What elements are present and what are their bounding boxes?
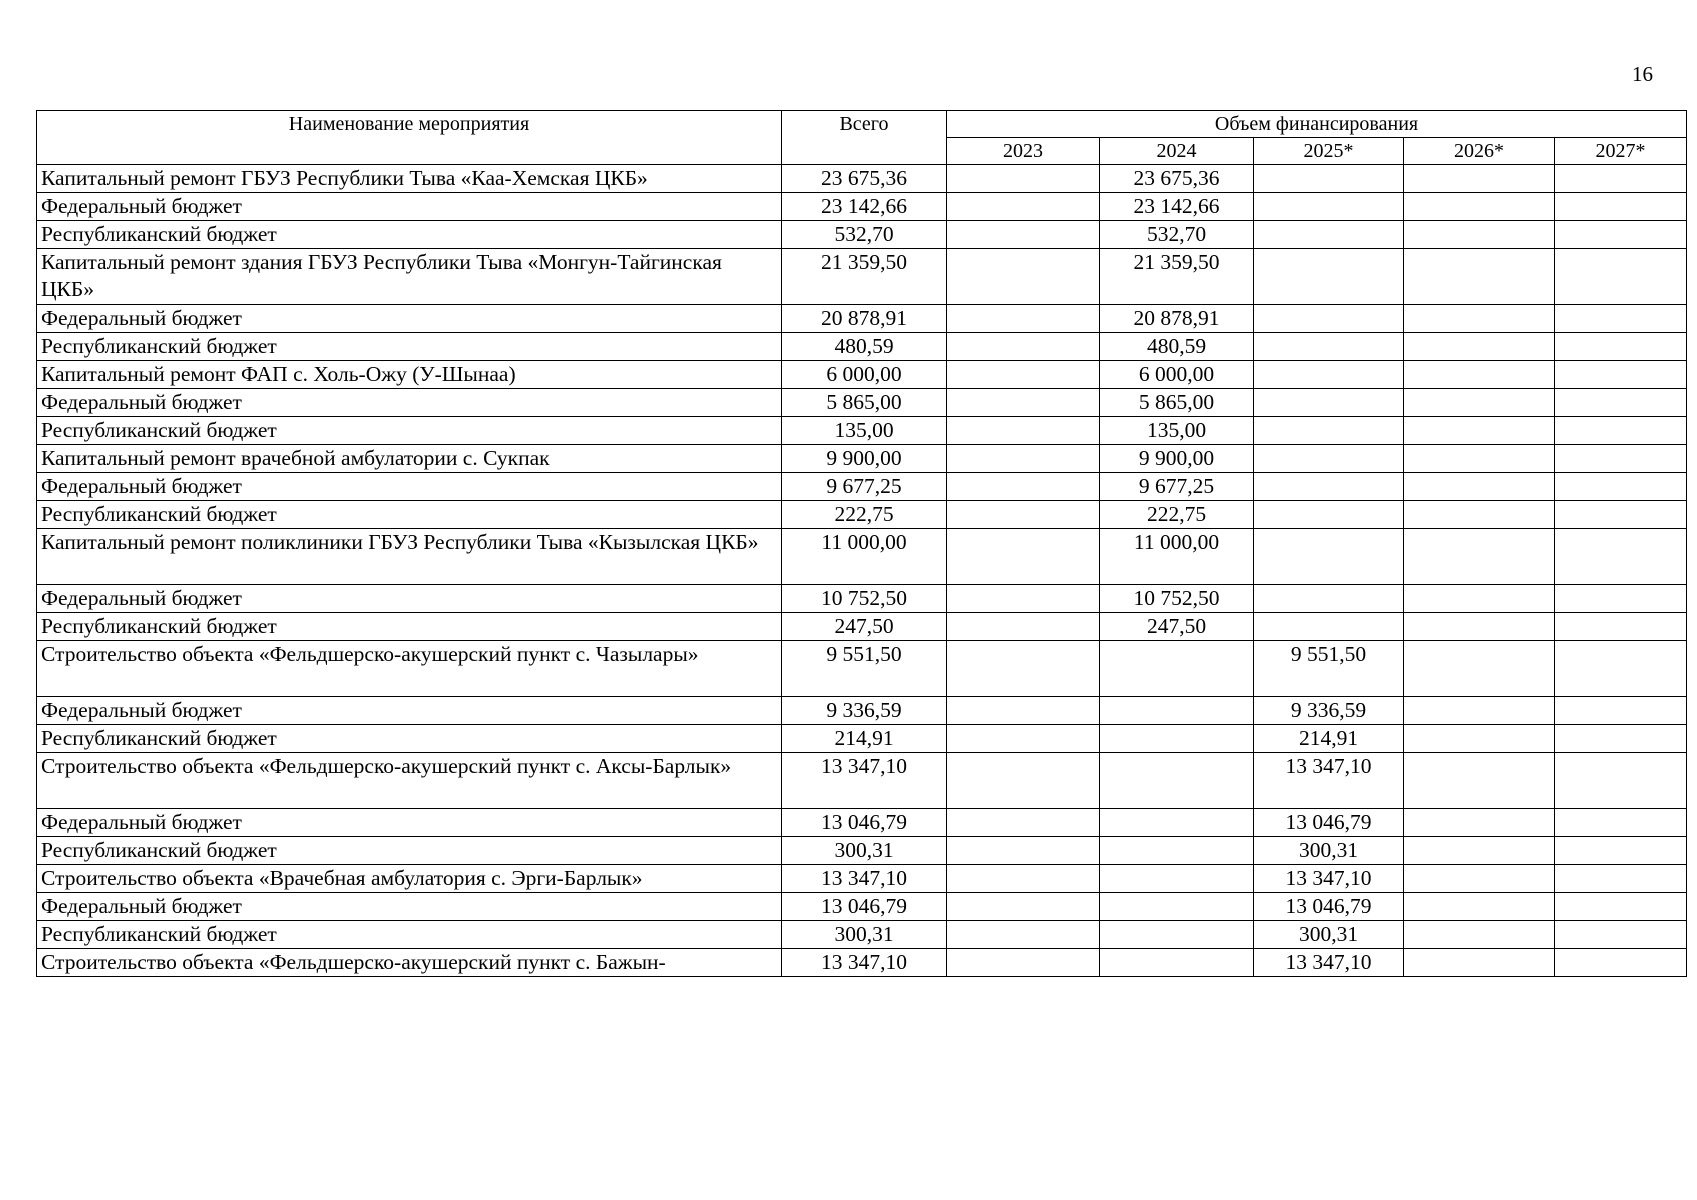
cell-2024: 9 900,00	[1100, 445, 1254, 473]
cell-2025	[1254, 305, 1404, 333]
cell-2024	[1100, 697, 1254, 725]
cell-2027	[1555, 417, 1687, 445]
cell-2026	[1404, 361, 1555, 389]
cell-2024: 23 142,66	[1100, 193, 1254, 221]
cell-2025: 9 551,50	[1254, 641, 1404, 697]
cell-2027	[1555, 501, 1687, 529]
table-row	[37, 389, 1687, 417]
cell-name: Республиканский бюджет	[37, 837, 782, 865]
cell-2027	[1555, 613, 1687, 641]
cell-2026	[1404, 613, 1555, 641]
cell-total: 21 359,50	[782, 249, 947, 305]
cell-2027	[1555, 305, 1687, 333]
cell-2025	[1254, 473, 1404, 501]
cell-2024	[1100, 949, 1254, 977]
table-body	[37, 165, 1687, 977]
cell-2024: 532,70	[1100, 221, 1254, 249]
cell-2026	[1404, 193, 1555, 221]
cell-2024	[1100, 837, 1254, 865]
table-row	[37, 641, 1687, 697]
cell-name: Федеральный бюджет	[37, 389, 782, 417]
cell-2025	[1254, 249, 1404, 305]
cell-2023	[947, 865, 1100, 893]
table-row	[37, 333, 1687, 361]
cell-2026	[1404, 529, 1555, 585]
cell-2026	[1404, 837, 1555, 865]
cell-2025: 300,31	[1254, 837, 1404, 865]
cell-2024: 135,00	[1100, 417, 1254, 445]
cell-2027	[1555, 725, 1687, 753]
cell-2027	[1555, 753, 1687, 809]
financing-table	[36, 110, 1687, 977]
cell-total: 480,59	[782, 333, 947, 361]
cell-2027	[1555, 697, 1687, 725]
cell-2026	[1404, 921, 1555, 949]
cell-2024: 480,59	[1100, 333, 1254, 361]
cell-2027	[1555, 809, 1687, 837]
cell-2026	[1404, 697, 1555, 725]
cell-name: Капитальный ремонт врачебной амбулатории с. Сукпак	[37, 445, 782, 473]
cell-2023	[947, 921, 1100, 949]
cell-total: 11 000,00	[782, 529, 947, 585]
cell-2026	[1404, 165, 1555, 193]
cell-name: Капитальный ремонт ФАП с. Холь-Ожу (У-Шынаа)	[37, 361, 782, 389]
cell-name: Республиканский бюджет	[37, 221, 782, 249]
cell-2026	[1404, 641, 1555, 697]
cell-total: 532,70	[782, 221, 947, 249]
cell-2023	[947, 809, 1100, 837]
cell-name: Капитальный ремонт поликлиники ГБУЗ Республики Тыва «Кызылская ЦКБ»	[37, 529, 782, 585]
table-row	[37, 501, 1687, 529]
cell-2023	[947, 585, 1100, 613]
cell-2024: 11 000,00	[1100, 529, 1254, 585]
cell-name: Федеральный бюджет	[37, 585, 782, 613]
table-row	[37, 921, 1687, 949]
cell-2025	[1254, 501, 1404, 529]
cell-total: 13 347,10	[782, 865, 947, 893]
cell-2023	[947, 529, 1100, 585]
cell-name: Республиканский бюджет	[37, 921, 782, 949]
cell-2027	[1555, 921, 1687, 949]
cell-total: 135,00	[782, 417, 947, 445]
header-year-2027: 2027*	[1555, 138, 1687, 165]
cell-total: 9 336,59	[782, 697, 947, 725]
header-year-2025: 2025*	[1254, 138, 1404, 165]
cell-2025	[1254, 165, 1404, 193]
table-row	[37, 473, 1687, 501]
cell-2023	[947, 641, 1100, 697]
cell-2024	[1100, 921, 1254, 949]
cell-total: 5 865,00	[782, 389, 947, 417]
cell-2023	[947, 305, 1100, 333]
table-row	[37, 249, 1687, 305]
cell-2023	[947, 949, 1100, 977]
cell-2024: 10 752,50	[1100, 585, 1254, 613]
cell-total: 300,31	[782, 837, 947, 865]
cell-2025	[1254, 333, 1404, 361]
cell-name: Строительство объекта «Фельдшерско-акушерский пункт с. Бажын-	[37, 949, 782, 977]
cell-name: Республиканский бюджет	[37, 725, 782, 753]
cell-2026	[1404, 501, 1555, 529]
cell-2027	[1555, 949, 1687, 977]
cell-total: 247,50	[782, 613, 947, 641]
cell-name: Строительство объекта «Фельдшерско-акушерский пункт с. Чазылары»	[37, 641, 782, 697]
table-row	[37, 837, 1687, 865]
cell-name: Федеральный бюджет	[37, 697, 782, 725]
cell-name: Строительство объекта «Врачебная амбулатория с. Эрги-Барлык»	[37, 865, 782, 893]
cell-2025	[1254, 417, 1404, 445]
cell-2024	[1100, 865, 1254, 893]
cell-2027	[1555, 221, 1687, 249]
cell-2024: 5 865,00	[1100, 389, 1254, 417]
table-row	[37, 193, 1687, 221]
cell-2023	[947, 445, 1100, 473]
cell-2024	[1100, 809, 1254, 837]
cell-2024: 6 000,00	[1100, 361, 1254, 389]
header-total: Всего	[782, 111, 947, 165]
cell-total: 300,31	[782, 921, 947, 949]
cell-2027	[1555, 389, 1687, 417]
cell-2024	[1100, 753, 1254, 809]
cell-2023	[947, 417, 1100, 445]
cell-2023	[947, 249, 1100, 305]
cell-2023	[947, 165, 1100, 193]
table-row	[37, 221, 1687, 249]
cell-name: Федеральный бюджет	[37, 809, 782, 837]
table-row	[37, 809, 1687, 837]
cell-2024: 20 878,91	[1100, 305, 1254, 333]
header-name: Наименование мероприятия	[37, 111, 782, 165]
cell-2024: 9 677,25	[1100, 473, 1254, 501]
table-row	[37, 305, 1687, 333]
cell-2025: 9 336,59	[1254, 697, 1404, 725]
table-row	[37, 893, 1687, 921]
table-row	[37, 165, 1687, 193]
cell-2026	[1404, 865, 1555, 893]
cell-2026	[1404, 725, 1555, 753]
cell-2026	[1404, 753, 1555, 809]
cell-2025: 13 046,79	[1254, 809, 1404, 837]
cell-2027	[1555, 445, 1687, 473]
table-row	[37, 529, 1687, 585]
cell-2027	[1555, 893, 1687, 921]
cell-2023	[947, 501, 1100, 529]
cell-2023	[947, 753, 1100, 809]
cell-name: Федеральный бюджет	[37, 193, 782, 221]
cell-name: Республиканский бюджет	[37, 417, 782, 445]
table-row	[37, 445, 1687, 473]
cell-2025	[1254, 193, 1404, 221]
cell-2026	[1404, 221, 1555, 249]
cell-2025	[1254, 361, 1404, 389]
cell-2025	[1254, 221, 1404, 249]
cell-total: 13 347,10	[782, 949, 947, 977]
cell-2025: 13 347,10	[1254, 753, 1404, 809]
cell-2024: 21 359,50	[1100, 249, 1254, 305]
cell-2024	[1100, 725, 1254, 753]
table-row	[37, 725, 1687, 753]
cell-name: Республиканский бюджет	[37, 333, 782, 361]
cell-total: 6 000,00	[782, 361, 947, 389]
cell-total: 10 752,50	[782, 585, 947, 613]
cell-2023	[947, 221, 1100, 249]
cell-2025	[1254, 613, 1404, 641]
cell-2023	[947, 725, 1100, 753]
cell-2027	[1555, 361, 1687, 389]
cell-total: 9 677,25	[782, 473, 947, 501]
table-row	[37, 361, 1687, 389]
cell-2024: 247,50	[1100, 613, 1254, 641]
cell-2025: 214,91	[1254, 725, 1404, 753]
cell-2025	[1254, 445, 1404, 473]
table-row	[37, 865, 1687, 893]
cell-2027	[1555, 837, 1687, 865]
cell-2027	[1555, 529, 1687, 585]
cell-name: Капитальный ремонт ГБУЗ Республики Тыва «Каа-Хемская ЦКБ»	[37, 165, 782, 193]
header-year-2023: 2023	[947, 138, 1100, 165]
cell-name: Капитальный ремонт здания ГБУЗ Республики Тыва «Монгун-Тайгинская ЦКБ»	[37, 249, 782, 305]
cell-total: 13 046,79	[782, 893, 947, 921]
cell-2026	[1404, 333, 1555, 361]
header-year-2026: 2026*	[1404, 138, 1555, 165]
cell-2023	[947, 697, 1100, 725]
table-row	[37, 613, 1687, 641]
cell-2025	[1254, 389, 1404, 417]
cell-2026	[1404, 473, 1555, 501]
cell-name: Строительство объекта «Фельдшерско-акушерский пункт с. Аксы-Барлык»	[37, 753, 782, 809]
cell-2027	[1555, 193, 1687, 221]
cell-2027	[1555, 249, 1687, 305]
cell-2027	[1555, 165, 1687, 193]
table-row	[37, 753, 1687, 809]
header-year-2024: 2024	[1100, 138, 1254, 165]
cell-total: 9 900,00	[782, 445, 947, 473]
cell-name: Федеральный бюджет	[37, 305, 782, 333]
cell-2027	[1555, 865, 1687, 893]
cell-2026	[1404, 305, 1555, 333]
cell-2023	[947, 473, 1100, 501]
cell-name: Республиканский бюджет	[37, 501, 782, 529]
table-row	[37, 949, 1687, 977]
cell-total: 23 142,66	[782, 193, 947, 221]
table-row	[37, 697, 1687, 725]
cell-2024	[1100, 641, 1254, 697]
cell-2025: 13 347,10	[1254, 865, 1404, 893]
cell-2023	[947, 893, 1100, 921]
cell-name: Федеральный бюджет	[37, 893, 782, 921]
cell-2025	[1254, 529, 1404, 585]
cell-2024	[1100, 893, 1254, 921]
cell-2025: 13 347,10	[1254, 949, 1404, 977]
cell-2026	[1404, 585, 1555, 613]
cell-total: 23 675,36	[782, 165, 947, 193]
cell-2023	[947, 193, 1100, 221]
cell-2027	[1555, 585, 1687, 613]
cell-2026	[1404, 809, 1555, 837]
cell-2026	[1404, 949, 1555, 977]
cell-2023	[947, 613, 1100, 641]
cell-total: 20 878,91	[782, 305, 947, 333]
cell-2025	[1254, 585, 1404, 613]
cell-2026	[1404, 445, 1555, 473]
cell-2027	[1555, 333, 1687, 361]
cell-2025: 13 046,79	[1254, 893, 1404, 921]
cell-total: 13 046,79	[782, 809, 947, 837]
cell-2023	[947, 837, 1100, 865]
cell-2027	[1555, 473, 1687, 501]
cell-2023	[947, 361, 1100, 389]
cell-2024: 222,75	[1100, 501, 1254, 529]
cell-2025: 300,31	[1254, 921, 1404, 949]
cell-name: Республиканский бюджет	[37, 613, 782, 641]
table-header	[37, 111, 1687, 165]
cell-2027	[1555, 641, 1687, 697]
cell-total: 222,75	[782, 501, 947, 529]
page-number: 16	[1632, 62, 1653, 86]
cell-2026	[1404, 893, 1555, 921]
cell-2023	[947, 333, 1100, 361]
cell-2023	[947, 389, 1100, 417]
cell-2026	[1404, 389, 1555, 417]
cell-2026	[1404, 249, 1555, 305]
cell-total: 214,91	[782, 725, 947, 753]
cell-total: 13 347,10	[782, 753, 947, 809]
table-row	[37, 585, 1687, 613]
table-row	[37, 417, 1687, 445]
header-financing: Объем финансирования	[947, 111, 1687, 138]
cell-2024: 23 675,36	[1100, 165, 1254, 193]
cell-2026	[1404, 417, 1555, 445]
cell-total: 9 551,50	[782, 641, 947, 697]
cell-name: Федеральный бюджет	[37, 473, 782, 501]
